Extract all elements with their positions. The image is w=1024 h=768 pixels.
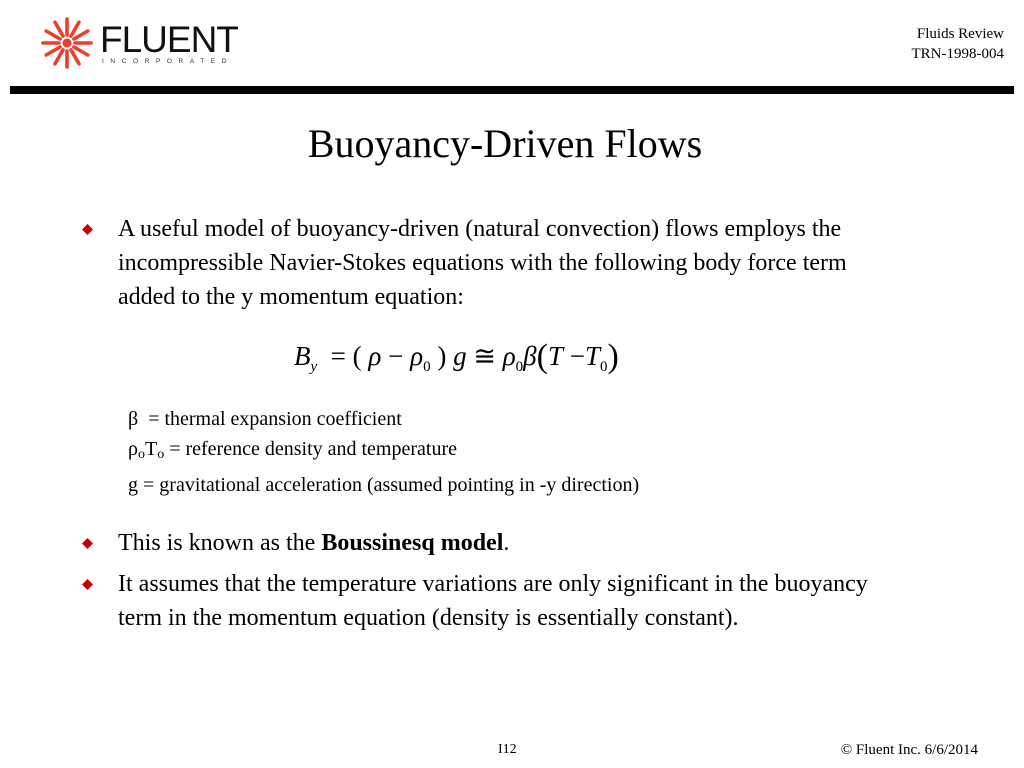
definition-gravity: g = gravitational acceleration (assumed pointing in -y direction) — [128, 474, 640, 496]
eq-rho-ref-2: ρ — [502, 341, 516, 371]
bullet-item — [82, 212, 902, 314]
eq-temperature-ref: T — [584, 341, 600, 371]
eq-equals: = — [330, 341, 346, 371]
document-number: TRN-1998-004 — [911, 46, 1004, 62]
rho-symbol: ρ — [128, 438, 138, 460]
eq-minus: − — [388, 341, 404, 371]
eq-open-paren: ( — [352, 341, 362, 371]
bullet-item — [82, 567, 902, 635]
bullet-text: A useful model of buoyancy-driven (natural convection) flows employs the incompressible Navier-Stokes equations with the following body force term added to the y momentum equation: — [118, 216, 847, 310]
bullet-item — [82, 526, 902, 560]
boussinesq-equation — [294, 332, 619, 380]
eq-rho-ref: ρ — [410, 341, 424, 371]
diamond-icon — [82, 538, 93, 549]
eq-beta: β — [523, 341, 537, 371]
diamond-icon — [82, 224, 93, 235]
eq-lhs: B — [294, 341, 311, 371]
eq-close-paren: ) — [437, 341, 447, 371]
bullet-text-prefix: This is known as the — [118, 530, 322, 556]
eq-rho: ρ — [368, 341, 382, 371]
eq-subscript-zero-2: 0 — [515, 359, 524, 375]
logo-tagline: INCORPORATED — [102, 58, 234, 65]
eq-gravity: g — [453, 341, 467, 371]
fluent-logo — [40, 16, 238, 70]
temperature-symbol: T — [144, 438, 158, 460]
bullet-text — [118, 526, 902, 560]
document-title: Fluids Review — [916, 26, 1004, 42]
slide-title: Buoyancy-Driven Flows — [307, 121, 703, 166]
boussinesq-model-term: Boussinesq model — [321, 530, 504, 556]
bullet-text-suffix: . — [503, 530, 510, 556]
page-number: I12 — [498, 742, 517, 757]
starburst-logo-icon — [40, 16, 94, 70]
eq-subscript-zero: 0 — [423, 359, 431, 375]
symbol-definitions — [128, 404, 639, 500]
logo-wordmark: FLUENT — [100, 19, 238, 60]
beta-symbol: β — [128, 408, 139, 430]
copyright-notice: © Fluent Inc. 6/6/2014 — [840, 742, 978, 758]
document-info — [912, 24, 1005, 64]
eq-lhs-subscript: y — [310, 359, 318, 375]
header-rule — [10, 86, 1014, 94]
bullet-text: It assumes that the temperature variations are only significant in the buoyancy term in the momentum equation (density is essentially constant). — [118, 571, 868, 631]
beta-description: = thermal expansion coefficient — [148, 408, 402, 430]
eq-approx: ≅ — [473, 341, 496, 371]
eq-subscript-zero-3: 0 — [600, 359, 608, 375]
eq-temperature: T — [547, 341, 563, 371]
definition-reference — [128, 434, 639, 470]
diamond-icon — [82, 579, 93, 590]
definition-beta — [128, 404, 639, 434]
reference-description: = reference density and temperature — [169, 438, 457, 460]
eq-close-paren-2: ) — [607, 338, 619, 375]
eq-open-paren-2: ( — [536, 338, 548, 375]
temperature-subscript: o — [157, 447, 165, 462]
rho-subscript: o — [137, 447, 145, 462]
eq-minus-2: − — [569, 341, 585, 371]
